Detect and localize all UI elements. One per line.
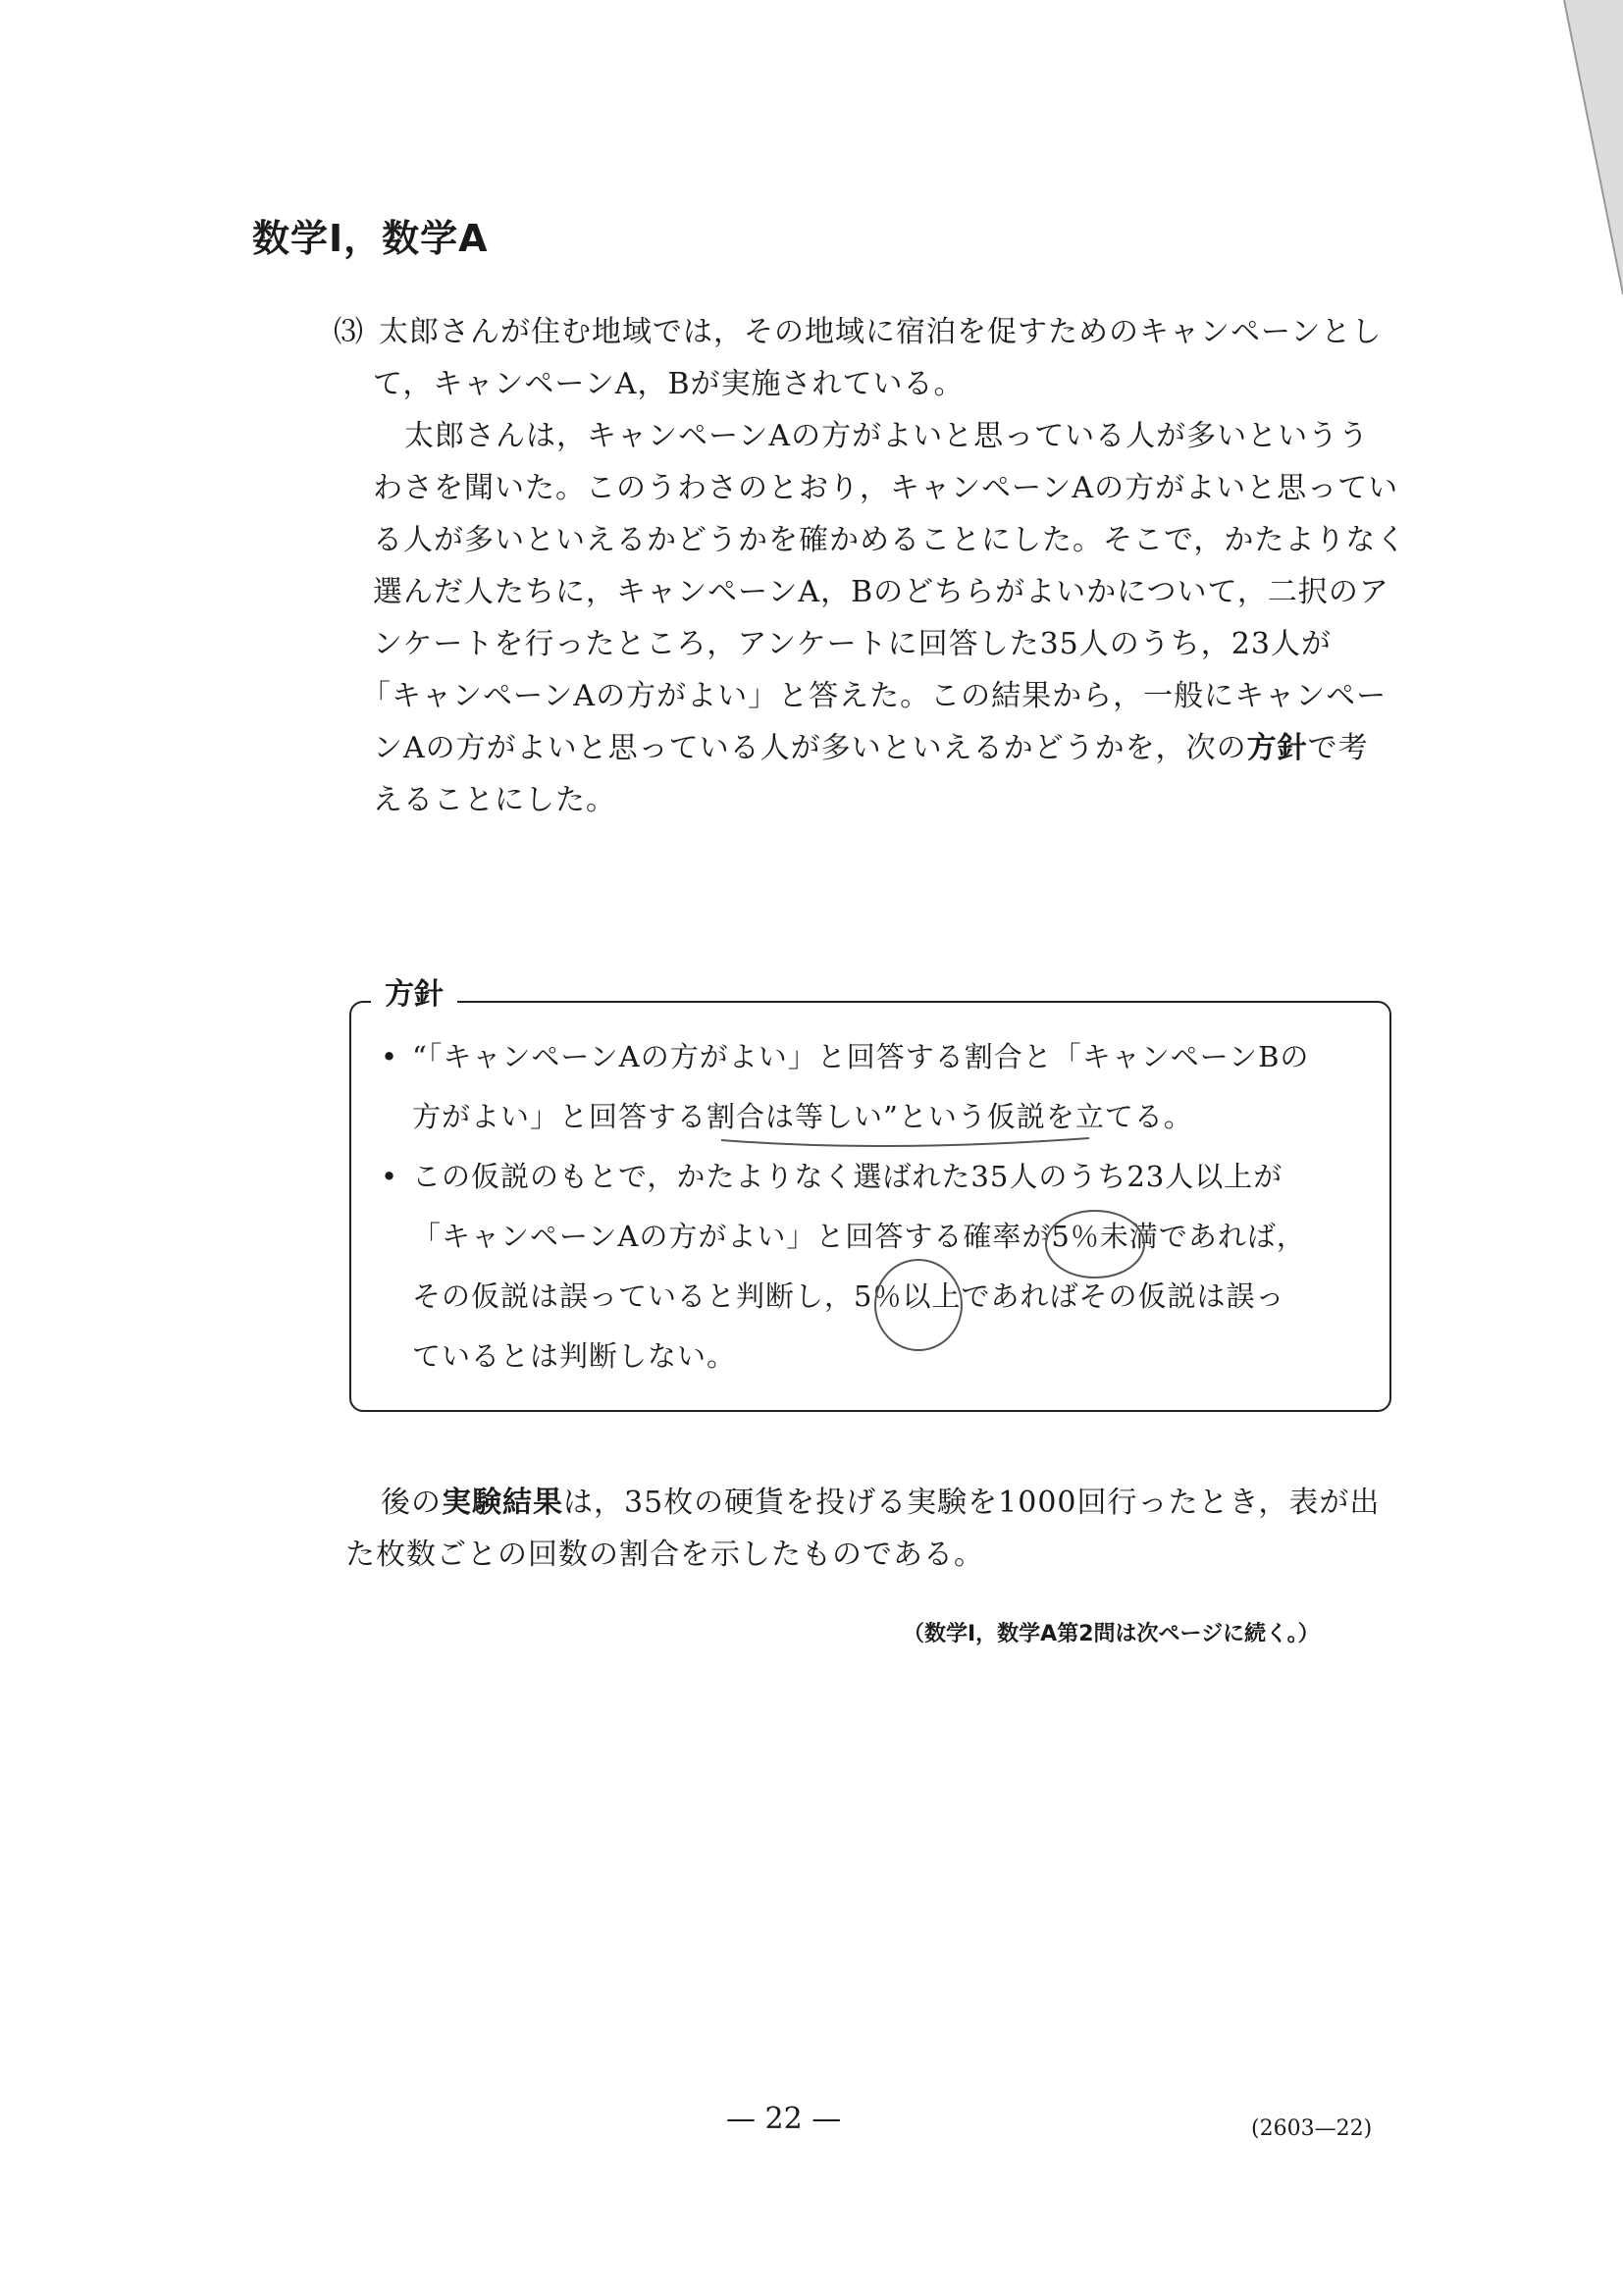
- problem-line: ⑶ 太郎さんが住む地域では，その地域に宿泊を促すためのキャンペーンとし: [334, 306, 1413, 358]
- problem-line: ンAの方がよいと思っている人が多いといえるかどうかを，次の方針で考: [373, 731, 1369, 765]
- problem-line: 「キャンペーンAの方がよい」と答えた。この結果から，一般にキャンペー: [361, 679, 1387, 713]
- policy-line: 「キャンペーンAの方がよい」と回答する確率が5％未満であれば，: [412, 1220, 1306, 1253]
- experiment-line: 後の実験結果は，35枚の硬貨を投げる実験を1000回行ったとき，表が出: [381, 1486, 1381, 1520]
- policy-line: その仮説は誤っていると判断し，5％以上であればその仮説は誤っ: [412, 1279, 1285, 1313]
- bullet-dot: •: [381, 1160, 399, 1193]
- problem-line: 太郎さんは，キャンペーンAの方がよいと思っている人が多いというう: [404, 419, 1370, 453]
- policy-line: 方がよい」と回答する割合は等しい”という仮説を立てる。: [412, 1100, 1193, 1133]
- problem-body: [334, 306, 1413, 826]
- problem-marker: ⑶: [334, 315, 364, 349]
- page-number: — 22 —: [726, 2102, 842, 2136]
- continued-note: （数学Ⅰ，数学A第2問は次ページに続く。）: [903, 1622, 1320, 1646]
- section-heading: 数学Ⅰ，数学A: [252, 217, 489, 260]
- experiment-text: [345, 1477, 1380, 1581]
- policy-box: [349, 977, 1391, 1412]
- policy-word: 方針: [1246, 731, 1308, 765]
- problem-line: えることにした。: [373, 783, 616, 817]
- problem-line: わさを聞いた。このうわさのとおり，キャンペーンAの方がよいと思ってい: [373, 471, 1399, 505]
- experiment-line: た枚数ごとの回数の割合を示したものである。: [345, 1538, 984, 1572]
- problem-line: ンケートを行ったところ，アンケートに回答した35人のうち，23人が: [373, 627, 1332, 661]
- problem-line: る人が多いといえるかどうかを確かめることにした。そこで，かたよりなく: [373, 523, 1407, 557]
- policy-title: 方針: [371, 975, 457, 1015]
- policy-bullet-item: • “「キャンペーンAの方がよい」と回答する割合と「キャンペーンBの: [381, 1027, 1370, 1087]
- problem-line: 選んだ人たちに，キャンペーンA，Bのどちらがよいかについて，二択のア: [373, 575, 1389, 609]
- policy-list: [381, 1027, 1370, 1386]
- bullet-dot: •: [381, 1040, 399, 1073]
- experiment-result-word: 実験結果: [442, 1486, 563, 1520]
- policy-line: ているとは判断しない。: [412, 1339, 737, 1373]
- problem-line: て，キャンペーンA，Bが実施されている。: [373, 367, 965, 401]
- page-fold-shadow: [1505, 0, 1623, 314]
- exam-code: (2603—22): [1251, 2116, 1373, 2141]
- policy-bullet-item: • この仮説のもとで，かたよりなく選ばれた35人のうち23人以上が: [381, 1147, 1370, 1207]
